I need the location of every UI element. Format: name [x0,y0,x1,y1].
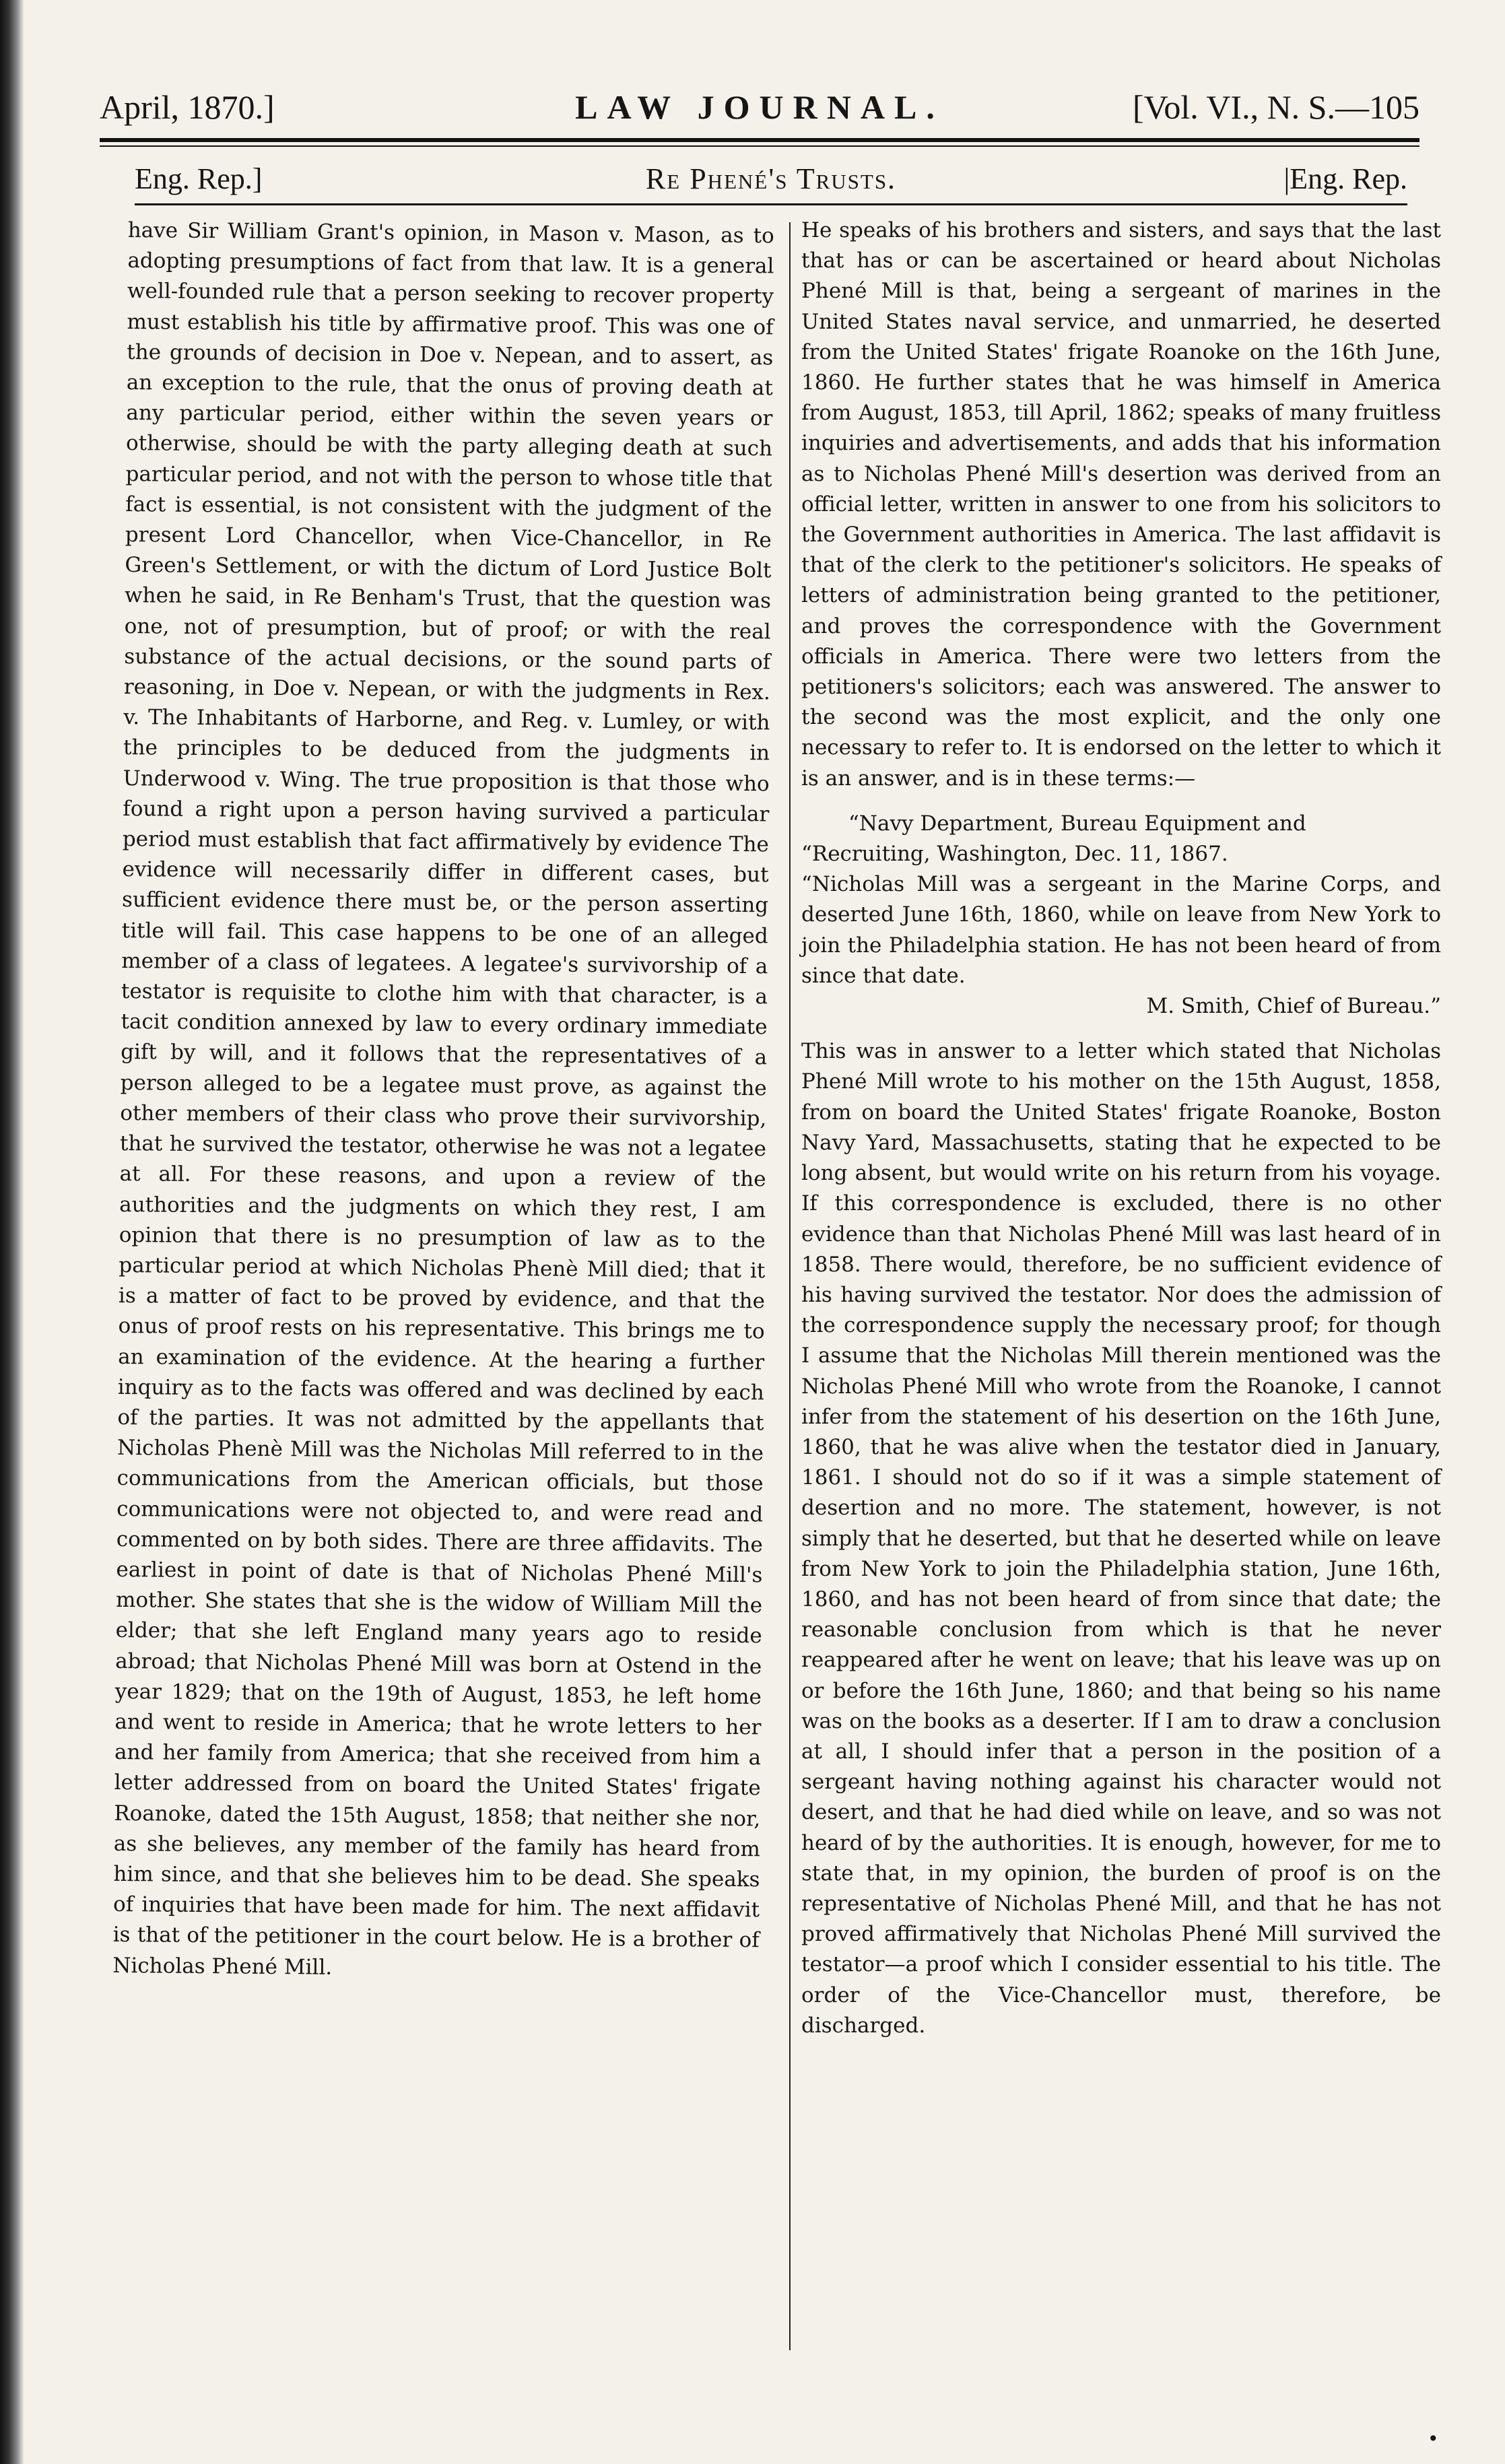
page-corner-mark: • [1428,2428,1439,2450]
case-subheader [135,162,1407,202]
subheader-right: |Eng. Rep. [1283,162,1407,195]
subheader-left: Eng. Rep.] [135,162,263,195]
header-date: April, 1870.] [100,88,275,126]
quote-heading-line-1: “Navy Department, Bureau Equipment and [848,811,1306,836]
subheader-case-name: Re Phené's Trusts. [645,162,897,195]
header-rule-thick [100,138,1419,142]
right-column [801,215,1441,2041]
left-column [112,215,774,1987]
quote-body: “Nicholas Mill was a sergeant in the Marine Corps, and deserted June 16th, 1860, while on leave from New York to join the Philadelphia station. He has not been heard of from since that date. [801,872,1441,988]
header-volume-page: [Vol. VI., N. S.—105 [1133,88,1419,126]
right-para-1: He speaks of his brothers and sisters, and says that the last that has or can be ascertained or heard about Nicholas Phené Mill is that, being a sergeant of marines in the United States naval service, and unmarried, he deserted from the United States' frigate Roanoke on the 16th June, 1860. He further states that he was himself in America from August, 1853, till April, 1862; speaks of many fruitless inquiries and advertisements, and adds that his information as to Nicholas Phené Mill's desertion was derived from an official letter, written in answer to one from his solicitors to the Government authorities in America. The last affidavit is that of the clerk to the petitioner's solicitors. He speaks of letters of administration being granted to the petitioner, and proves the correspondence with the Government officials in America. There were two letters from the petitioners's solicitors; each was answered. The answer to the second was the most explicit, and the only one necessary to refer to. It is endorsed on the letter to which it is an answer, and is in these terms:— [801,218,1441,791]
book-spine-shadow [0,0,24,2464]
quote-signature: M. Smith, Chief of Bureau.” [1146,994,1441,1019]
quote-heading-line-2: “Recruiting, Washington, Dec. 11, 1867. [801,842,1228,867]
header-rule-thin [100,145,1419,147]
subheader-rule [135,203,1407,205]
column-divider [789,222,791,2350]
left-column-text: have Sir William Grant's opinion, in Mason v. Mason, as to adopting presumptions of fact from that law. It is a general well-founded rule that a person seeking to recover property must establish his title by affirmative proof. This was one of the grounds of decision in Doe v. Nepean, and to assert, as an exception to the rule, that the onus of proving death at any particular period, either within the seven years or otherwise, should be with the party alleging death at such particular period, and not with the person to whose title that fact is essential, is not consistent with the judgment of the present Lord Chancellor, when Vice-Chancellor, in Re Green's Settlement, or with the dictum of Lord Justice Bolt when he said, in Re Benham's Trust, that the question was one, not of presumption, but of proof; or with the real substance of the actual decisions, or the sound parts of reasoning, in Doe v. Nepean, or with the judgments in Rex. v. The Inhabitants of Harborne, and Reg. v. Lumley, or with the principles to be deduced from the judgments in Underwood v. Wing. The true proposition is that those who found a right upon a person having survived a particular period must establish that fact affirmatively by evidence The evidence will necessarily differ in different cases, but sufficient evidence there must be, or the person asserting title will fail. This case happens to be one of an alleged member of a class of legatees. A legatee's survivorship of a testator is requisite to clothe him with that character, is a tacit condition annexed by law to every ordinary immediate gift by will, and it follows that the representatives of a person alleged to be a legatee must prove, as against the other members of their class who prove their survivorship, that he survived the testator, otherwise he was not a legatee at all. For these reasons, and upon a review of the authorities and the judgments on which they rest, I am opinion that there is no presumption of law as to the particular period at which Nicholas Phenè Mill died; that it is a matter of fact to be proved by evidence, and that the onus of proof rests on his representative. This brings me to an examination of the evidence. At the hearing a further inquiry as to the facts was offered and was declined by each of the parties. It was not admitted by the appellants that Nicholas Phenè Mill was the Nicholas Mill referred to in the communications from the American officials, but those communications were not objected to, and were read and commented on by both sides. There are three affidavits. The earliest in point of date is that of Nicholas Phené Mill's mother. She states that she is the widow of William Mill the elder; that she left England many years ago to reside abroad; that Nicholas Phené Mill was born at Ostend in the year 1829; that on the 19th of August, 1853, he left home and went to reside in America; that he wrote letters to her and her family from America; that she received from him a letter addressed from on board the United States' frigate Roanoke, dated the 15th August, 1858; that neither she nor, as she believes, any member of the family has heard from him since, and that she believes him to be dead. She speaks of inquiries that have been made for him. The next affidavit is that of the petitioner in the court below. He is a brother of Nicholas Phené Mill. [112,218,774,1980]
right-para-2: This was in answer to a letter which stated that Nicholas Phené Mill wrote to his mother on the 15th August, 1858, from on board the United States' frigate Roanoke, Boston Navy Yard, Massachusetts, stating that he expected to be long absent, but would write on his return from his voyage. If this correspondence is excluded, there is no other evidence than that Nicholas Phené Mill was last heard of in 1858. There would, therefore, be no sufficient evidence of his having survived the testator. Nor does the admission of the correspondence supply the necessary proof; for though I assume that the Nicholas Mill therein mentioned was the Nicholas Phené Mill who wrote from the Roanoke, I cannot infer from the statement of his desertion on the 16th June, 1860, that he was alive when the testator died in January, 1861. I should not do so if it was a simple statement of desertion and no more. The statement, however, is not simply that he deserted, but that he deserted while on leave from New York to join the Philadelphia station, June 16th, 1860, and has not been heard of from since that date; the reasonable conclusion from which is that he never reappeared after he went on leave; that his leave was up on or before the 16th June, 1860; and that being so his name was on the books as a deserter. If I am to draw a conclusion at all, I should infer that a person in the position of a sergeant having nothing against his character would not desert, and that he had died while on leave, and so was not heard of by the authorities. It is enough, however, for me to state that, in my opinion, the burden of proof is on the representative of Nicholas Phené Mill, and that he has not proved affirmatively that Nicholas Phené Mill survived the testator—a proof which I consider essential to his title. The order of the Vice-Chancellor must, therefore, be discharged. [801,1039,1441,2038]
header-journal-title: LAW JOURNAL. [575,88,944,126]
running-header [100,88,1419,131]
